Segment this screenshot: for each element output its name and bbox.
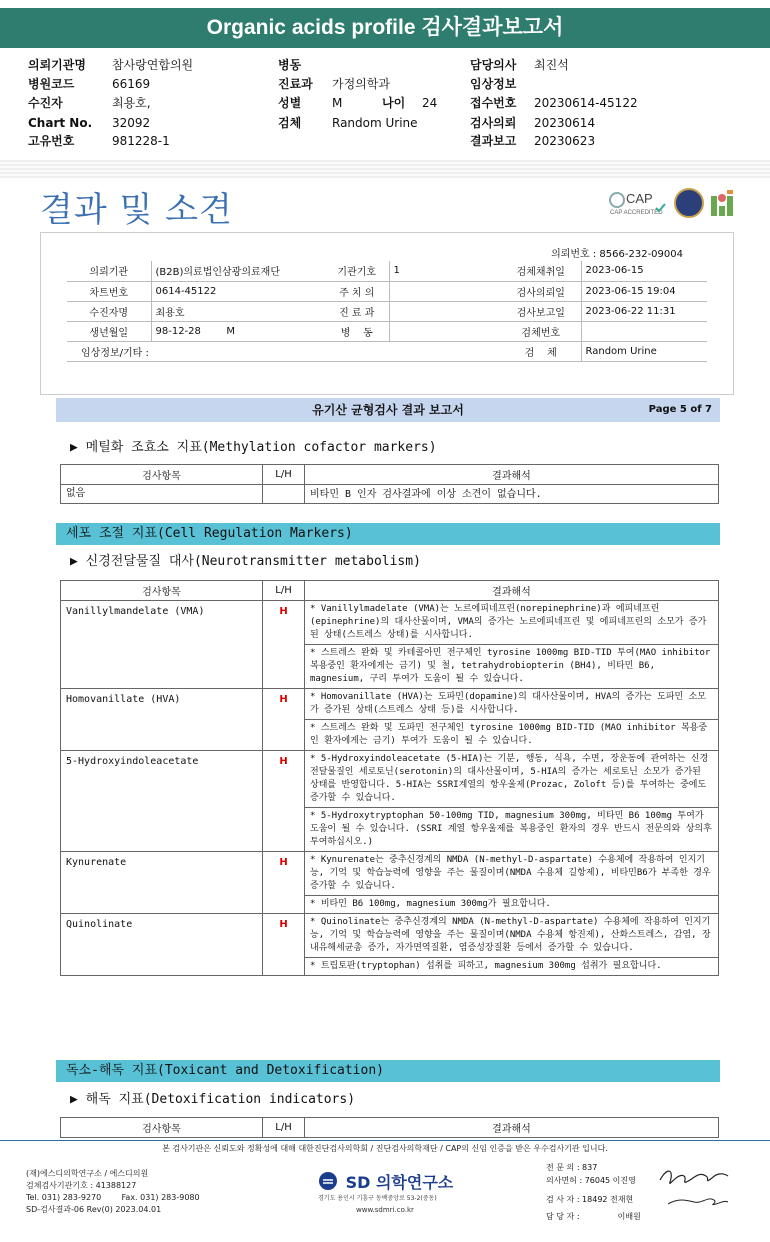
cell: 0614-45122 xyxy=(151,281,325,301)
col-header-lh: L/H xyxy=(263,1118,305,1138)
patient-info-panel xyxy=(40,232,734,395)
label: 의뢰기관명 xyxy=(28,58,86,72)
cell: 검체번호 xyxy=(501,321,581,341)
value: 가정의학과 xyxy=(332,77,390,91)
report-title: Organic acids profile 검사결과보고서 xyxy=(0,8,770,48)
li-logo-icon xyxy=(710,188,736,218)
value: 981228-1 xyxy=(112,134,170,148)
signer: 검 사 자 : 18492 전재현 xyxy=(546,1195,634,1204)
signer: 전 문 의 : 837 xyxy=(546,1163,598,1172)
label: Chart No. xyxy=(28,116,93,130)
footer-address: 경기도 용인시 기흥구 동백중앙로 53-2(중동) xyxy=(318,1195,437,1202)
label: 임상정보 xyxy=(470,77,517,91)
table-row xyxy=(67,261,707,281)
cell xyxy=(389,301,501,321)
value: Random Urine xyxy=(332,116,418,130)
recommendation: * 트립토판(tryptophan) 섭취를 피하고, magnesium 300mg 섭취가 필요합니다. xyxy=(305,958,719,976)
col-header-lh: L/H xyxy=(263,581,305,601)
footer-line: 검체검사기관기호 : 41388127 xyxy=(26,1181,137,1190)
cell: 의뢰기관 xyxy=(67,261,151,281)
seal-icon xyxy=(674,188,704,218)
neuro-table xyxy=(60,580,719,976)
table-row xyxy=(61,914,719,958)
recommendation: * 비타민 B6 100mg, magnesium 300mg가 필요합니다. xyxy=(305,896,719,914)
sd-logo-icon xyxy=(318,1171,340,1191)
item-name: Kynurenate xyxy=(61,852,263,914)
cell xyxy=(389,321,501,341)
item-name: 5-Hydroxyindoleacetate xyxy=(61,751,263,852)
interpretation: * Kynurenate는 중추신경계의 NMDA (N-methyl-D-aspartate) 수용체에 작용하여 인지기능, 기억 및 학습능력에 영향을 주는 물질이며(NMDA 수용체 길항제), 비타민B6가 부족한 경우 증가할 수 있습니다. xyxy=(305,852,719,896)
interpretation: * Homovanillate (HVA)는 도파민(dopamine)의 대사산물이며, HVA의 증가는 도파민 소모가 증가된 상태(스트레스 상태 등)를 시사합니다. xyxy=(305,689,719,720)
cap-text: CAP ACCREDITED xyxy=(610,210,663,216)
footer-line: SD-검사결과-06 Rev(0) 2023.04.01 xyxy=(26,1205,162,1214)
report-title-ko: 유기산 균형검사 결과 보고서 xyxy=(312,403,464,417)
report-header xyxy=(56,398,720,422)
label: 검사의뢰 xyxy=(470,116,517,130)
sd-logo xyxy=(318,1170,453,1193)
interpretation: 비타민 B 인자 검사결과에 이상 소견이 없습니다. xyxy=(305,485,719,504)
label: 성별 xyxy=(278,96,302,110)
table-row xyxy=(67,301,707,321)
footer-divider xyxy=(0,1140,770,1141)
label: 병원코드 xyxy=(28,77,75,91)
value: 20230623 xyxy=(534,134,596,148)
cell: 검사보고일 xyxy=(501,301,581,321)
value: 66169 xyxy=(112,77,151,91)
cell: 수진자명 xyxy=(67,301,151,321)
section-methylation: ▶ 메틸화 조효소 지표(Methylation cofactor markers) xyxy=(70,440,437,455)
interpretation: * Quinolinate는 중추신경계의 NMDA (N-methyl-D-aspartate) 수용체에 작용하여 인지기능, 기억 및 학습능력에 영향을 주는 물질이며(NMDA 수용체 항진제), 산화스트레스, 감염, 장내유해세균총 증가, 자가면역질환, 염증성장질환 등에서 증가할 수 있습니다. xyxy=(305,914,719,958)
signer: 담 당 자 : 이배원 xyxy=(546,1212,641,1221)
label: 검체 xyxy=(278,116,302,130)
item-name: Vanillylmandelate (VMA) xyxy=(61,601,263,689)
table-row xyxy=(61,852,719,896)
cap-logo xyxy=(608,188,668,218)
table-row xyxy=(61,751,719,808)
cell: 검사의뢰일 xyxy=(501,281,581,301)
page-number: Page 5 of 7 xyxy=(648,404,712,415)
interpretation: * 5-Hydroxyindoleacetate (5-HIA)는 기분, 행동, 식욕, 수면, 장운동에 관여하는 신경전달물질인 세로토닌(serotonin)의 대사산물이며, 5-HIA의 증가는 세로토닌 소모가 증가된 상태를 반영합니다. 5-HIA는 SSRI계열의 항우울제(Prozac, Zoloft 등)를 투여하는 중에도 증가할 수 있습니다. xyxy=(305,751,719,808)
cell: 최용호 xyxy=(151,301,325,321)
flag xyxy=(263,485,305,504)
item-name: 없음 xyxy=(61,485,263,504)
value: 최진석 xyxy=(534,58,569,72)
footer-url: www.sdmri.co.kr xyxy=(356,1206,414,1214)
flag: H xyxy=(263,689,305,751)
table-header-row xyxy=(61,581,719,601)
cell: 진 료 과 xyxy=(325,301,389,321)
label: 고유번호 xyxy=(28,134,75,148)
table-row xyxy=(61,601,719,645)
col-header-interp: 결과해석 xyxy=(305,465,719,485)
methylation-table xyxy=(60,464,719,504)
header-col3 xyxy=(470,56,730,151)
signer: 의사면허 : 76045 이진영 xyxy=(546,1176,636,1185)
table-row xyxy=(67,321,707,341)
footer-line: (재)에스디의학연구소 / 에스디의원 xyxy=(26,1169,149,1178)
flag: H xyxy=(263,601,305,689)
cell: 1 xyxy=(389,261,501,281)
table-header-row xyxy=(61,1118,719,1138)
cell: 2023-06-22 11:31 xyxy=(581,301,707,321)
cell xyxy=(389,281,501,301)
col-header-interp: 결과해석 xyxy=(305,581,719,601)
cell: 기관기호 xyxy=(325,261,389,281)
cell: 98-12-28 M xyxy=(151,321,325,341)
value: 최용호, xyxy=(112,96,151,110)
label: 담당의사 xyxy=(470,58,517,72)
cap-icon xyxy=(608,188,668,218)
item-name: Quinolinate xyxy=(61,914,263,976)
col-header-item: 검사항목 xyxy=(61,581,263,601)
label: 수진자 xyxy=(28,96,63,110)
label: 접수번호 xyxy=(470,96,517,110)
section-detox: ▶ 해독 지표(Detoxification indicators) xyxy=(70,1092,356,1107)
col-header-item: 검사항목 xyxy=(61,1118,263,1138)
age-label: 나이 xyxy=(382,96,406,110)
request-number: 의뢰번호 : 8566-232-09004 xyxy=(551,249,683,260)
detox-table xyxy=(60,1117,719,1138)
value: 참사랑연합의원 xyxy=(112,58,194,72)
col-header-lh: L/H xyxy=(263,465,305,485)
label: 병동 xyxy=(278,58,302,72)
svg-text:CAP: CAP xyxy=(626,191,653,206)
scan-divider xyxy=(0,160,770,178)
sd-brand: SD 의학연구소 xyxy=(345,1173,454,1192)
cell: 2023-06-15 xyxy=(581,261,707,281)
item-name: Homovanillate (HVA) xyxy=(61,689,263,751)
cell: 생년월일 xyxy=(67,321,151,341)
header-col1 xyxy=(28,56,258,151)
footer-left xyxy=(26,1168,200,1216)
label: 결과보고 xyxy=(470,134,517,148)
table-row xyxy=(61,689,719,720)
table-header-row xyxy=(61,465,719,485)
cell: Random Urine xyxy=(581,341,707,361)
flag: H xyxy=(263,852,305,914)
recommendation: * 스트레스 완화 및 도파민 전구체인 tyrosine 1000mg BID-TID (MAO inhibitor 복용중인 환자에게는 금기) 투여가 도움이 될 수 있습니다. xyxy=(305,720,719,751)
cell: 병 동 xyxy=(325,321,389,341)
col-header-item: 검사항목 xyxy=(61,465,263,485)
table-row xyxy=(67,341,707,361)
age-value: 24 xyxy=(422,96,438,110)
flag: H xyxy=(263,914,305,976)
value: 20230614-45122 xyxy=(534,96,638,110)
section-cell-regulation: 세포 조절 지표(Cell Regulation Markers) xyxy=(56,523,720,545)
cell: 차트번호 xyxy=(67,281,151,301)
section-toxicant: 독소-해독 지표(Toxicant and Detoxification) xyxy=(56,1060,720,1082)
value: M xyxy=(332,96,343,110)
signature-icon xyxy=(656,1158,732,1218)
flag: H xyxy=(263,751,305,852)
value: 32092 xyxy=(112,116,151,130)
label: 진료과 xyxy=(278,77,313,91)
cell: 검체채취일 xyxy=(501,261,581,281)
cell xyxy=(581,321,707,341)
cell: 2023-06-15 19:04 xyxy=(581,281,707,301)
section-neurotransmitter: ▶ 신경전달물질 대사(Neurotransmitter metabolism) xyxy=(70,554,421,569)
cell: 임상정보/기타 : xyxy=(67,341,501,361)
table-row xyxy=(61,485,719,504)
recommendation: * 5-Hydroxytryptophan 50-100mg TID, magnesium 300mg, 비타민 B6 100mg 투여가 도움이 될 수 있습니다. (SSRI 계열 항우울제를 복용중인 환자의 경우 반드시 전문의와 상의후 투여하십시오.) xyxy=(305,808,719,852)
results-title: 결과 및 소견 xyxy=(40,190,233,230)
cell: 검 체 xyxy=(501,341,581,361)
interpretation: * Vanillylmadelate (VMA)는 노르에피네프린(norepinephrine)과 에피네프린(epinephrine)의 대사산물이며, VMA의 증가는 노르에피네프린 및 에피네프린의 소모가 증가된 상태(스트레스 상태)를 시사합니다. xyxy=(305,601,719,645)
recommendation: * 스트레스 완화 및 카테콜아민 전구체인 tyrosine 1000mg BID-TID 투여(MAO inhibitor 복용중인 환자에게는 금기) 및 철, tetrahydrobiopterin (BH4), 비타민 B6, magnesium, 구리 투여가 도움이 될 수 있습니다. xyxy=(305,645,719,689)
col-header-interp: 결과해석 xyxy=(305,1118,719,1138)
accreditation-note: 본 검사기관은 신뢰도와 정확성에 대해 대한진단검사의학회 / 진단검사의학재단 / CAP의 신임 인증을 받은 우수검사기관 입니다. xyxy=(162,1144,608,1153)
value: 20230614 xyxy=(534,116,596,130)
table-row xyxy=(67,281,707,301)
header-col2 xyxy=(278,56,478,151)
cell: 주 치 의 xyxy=(325,281,389,301)
patient-info-table xyxy=(67,261,707,362)
footer-line: Tel. 031) 283-9270 Fax. 031) 283-9080 xyxy=(26,1193,200,1202)
cell: (B2B)의료법인삼광의료재단 xyxy=(151,261,325,281)
